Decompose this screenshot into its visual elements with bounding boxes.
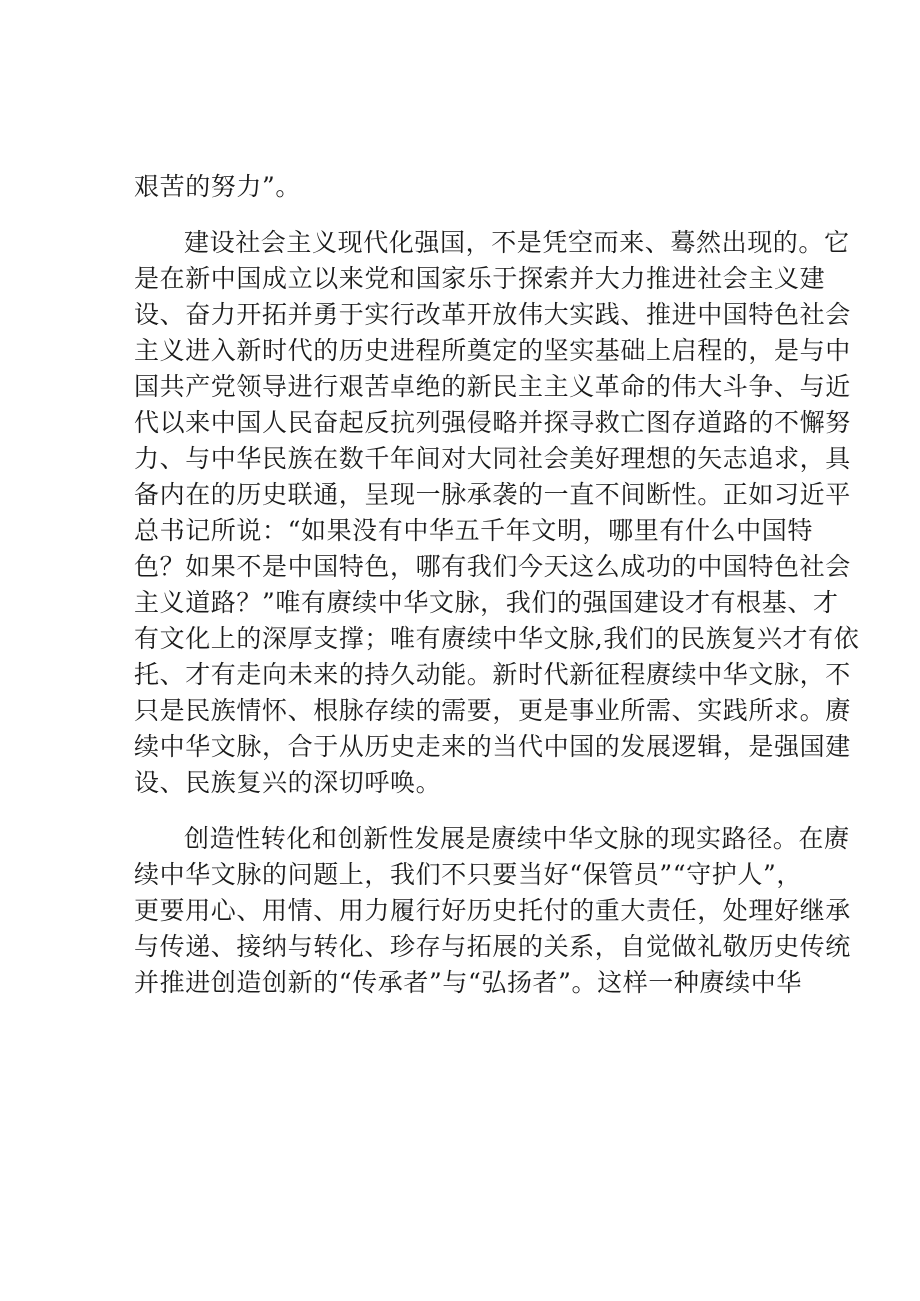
paragraph-line: 设、奋力开拓并勇于实行改革开放伟大实践、推进中国特色社会 [134, 300, 851, 329]
paragraph-line: 主义道路？”唯有赓续中华文脉，我们的强国建设才有根基、才 [134, 588, 839, 617]
paragraph-line: 并推进创造创新的“传承者”与“弘扬者”。这样一种赓续中华 [134, 968, 802, 997]
paragraph-line: 总书记所说：“如果没有中华五千年文明，哪里有什么中国特 [134, 516, 813, 545]
paragraph-line: 创造性转化和创新性发展是赓续中华文脉的现实路径。在赓 [184, 824, 850, 853]
paragraph-line: 国共产党领导进行艰苦卓绝的新民主主义革命的伟大斗争、与近 [134, 372, 851, 401]
paragraph-line: 艰苦的努力”。 [134, 172, 301, 201]
paragraph-line: 与传递、接纳与转化、珍存与拓展的关系，自觉做礼敬历史传统 [134, 932, 851, 961]
paragraph-line: 色？如果不是中国特色，哪有我们今天这么成功的中国特色社会 [134, 552, 851, 581]
paragraph-line: 是在新中国成立以来党和国家乐于探索并大力推进社会主义建 [134, 264, 826, 293]
paragraph-line: 代以来中国人民奋起反抗列强侵略并探寻救亡图存道路的不懈努 [134, 408, 851, 437]
paragraph-line: 更要用心、用情、用力履行好历史托付的重大责任，处理好继承 [134, 896, 851, 925]
paragraph-line: 备内在的历史联通，呈现一脉承袭的一直不间断性。正如习近平 [134, 480, 851, 509]
paragraph-line: 力、与中华民族在数千年间对大同社会美好理想的矢志追求，具 [134, 444, 851, 473]
paragraph-line: 设、民族复兴的深切呼唤。 [134, 768, 442, 797]
paragraph-line: 建设社会主义现代化强国，不是凭空而来、蓦然出现的。它 [184, 228, 850, 257]
paragraph-line: 续中华文脉，合于从历史走来的当代中国的发展逻辑，是强国建 [134, 732, 851, 761]
paragraph-line: 托、才有走向未来的持久动能。新时代新征程赓续中华文脉，不 [134, 660, 851, 689]
paragraph-line: 主义进入新时代的历史进程所奠定的坚实基础上启程的，是与中 [134, 336, 851, 365]
paragraph-line: 有文化上的深厚支撑；唯有赓续中华文脉,我们的民族复兴才有依 [134, 624, 860, 653]
paragraph-line: 续中华文脉的问题上，我们不只要当好“保管员”“守护人”， [134, 860, 802, 889]
paragraph-line: 只是民族情怀、根脉存续的需要，更是事业所需、实践所求。赓 [134, 696, 851, 725]
